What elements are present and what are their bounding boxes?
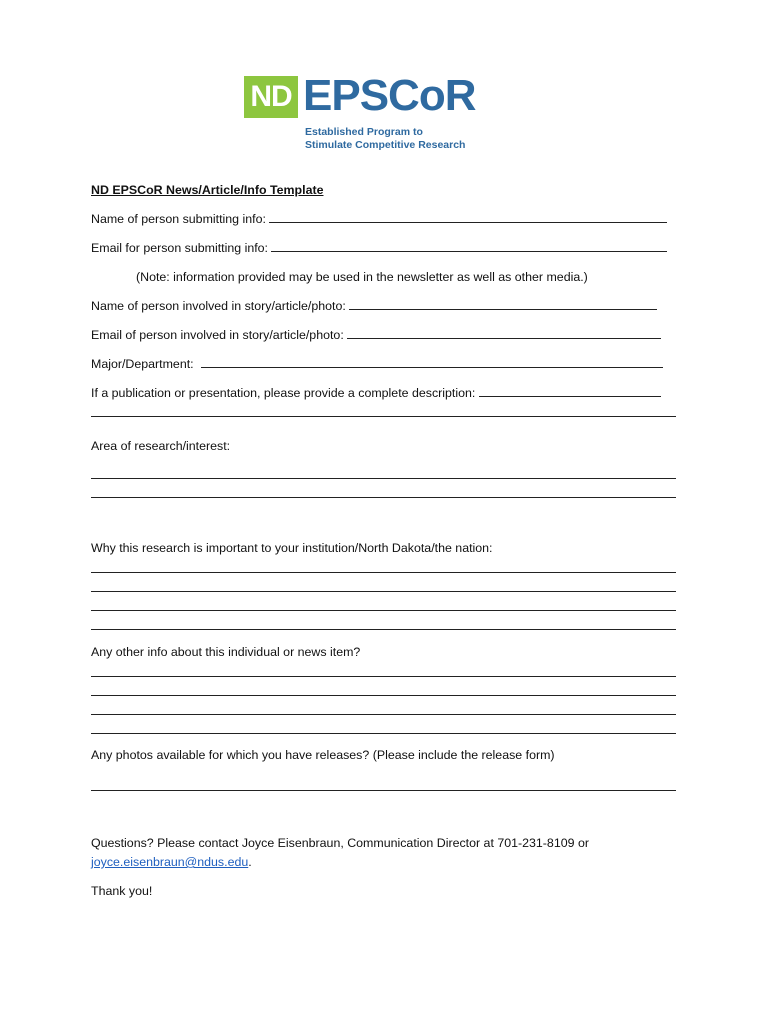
major-department-field[interactable]	[201, 356, 663, 368]
area-of-research-label: Area of research/interest:	[91, 439, 231, 453]
nd-epscor-logo	[244, 71, 476, 154]
logo-tagline	[305, 126, 465, 151]
photos-field-line[interactable]	[91, 790, 676, 791]
name-involved-row	[91, 298, 657, 314]
logo-tagline-line-2: Stimulate Competitive Research	[305, 138, 466, 151]
email-submitting-field[interactable]	[271, 240, 667, 252]
note-text: (Note: information provided may be used in the newsletter as well as other media.)	[136, 270, 588, 284]
publication-row	[91, 385, 661, 401]
email-submitting-label: Email for person submitting info:	[91, 241, 268, 255]
area-of-research-field-line-2[interactable]	[91, 497, 676, 498]
area-of-research-field-line-1[interactable]	[91, 478, 676, 479]
why-important-field-line-4[interactable]	[91, 629, 676, 630]
name-involved-field[interactable]	[349, 298, 657, 310]
logo-tagline-line-1: Established Program to	[305, 126, 423, 138]
logo-wordmark: EPSCoR	[303, 71, 476, 120]
why-important-field-line-3[interactable]	[91, 610, 676, 611]
logo-nd-box: ND	[244, 76, 298, 118]
questions-text: Questions? Please contact Joyce Eisenbraun, Communication Director at 701-231-8109 or	[91, 836, 589, 850]
email-submitting-row	[91, 240, 667, 256]
major-department-label: Major/Department:	[91, 357, 194, 371]
why-important-field-line-2[interactable]	[91, 591, 676, 592]
email-involved-label: Email of person involved in story/article/photo:	[91, 328, 344, 342]
contact-email-link[interactable]: joyce.eisenbraun@ndus.edu	[91, 855, 249, 869]
publication-field-line-2[interactable]	[91, 416, 676, 417]
major-department-row	[91, 356, 663, 372]
name-submitting-label: Name of person submitting info:	[91, 212, 266, 226]
photos-label: Any photos available for which you have releases? (Please include the release form)	[91, 748, 555, 762]
name-submitting-row	[91, 211, 667, 227]
other-info-field-line-4[interactable]	[91, 733, 676, 734]
thank-you-text: Thank you!	[91, 884, 153, 898]
why-important-field-line-1[interactable]	[91, 572, 676, 573]
other-info-label: Any other info about this individual or news item?	[91, 645, 361, 659]
contact-email-row	[91, 854, 252, 870]
publication-field[interactable]	[479, 385, 661, 397]
publication-label: If a publication or presentation, please provide a complete description:	[91, 386, 476, 400]
form-title: ND EPSCoR News/Article/Info Template	[91, 183, 324, 197]
name-involved-label: Name of person involved in story/article/photo:	[91, 299, 346, 313]
other-info-field-line-2[interactable]	[91, 695, 676, 696]
email-involved-field[interactable]	[347, 327, 661, 339]
contact-email-period: .	[248, 855, 252, 869]
email-involved-row	[91, 327, 661, 343]
name-submitting-field[interactable]	[269, 211, 667, 223]
why-important-label: Why this research is important to your institution/North Dakota/the nation:	[91, 541, 493, 555]
other-info-field-line-3[interactable]	[91, 714, 676, 715]
other-info-field-line-1[interactable]	[91, 676, 676, 677]
